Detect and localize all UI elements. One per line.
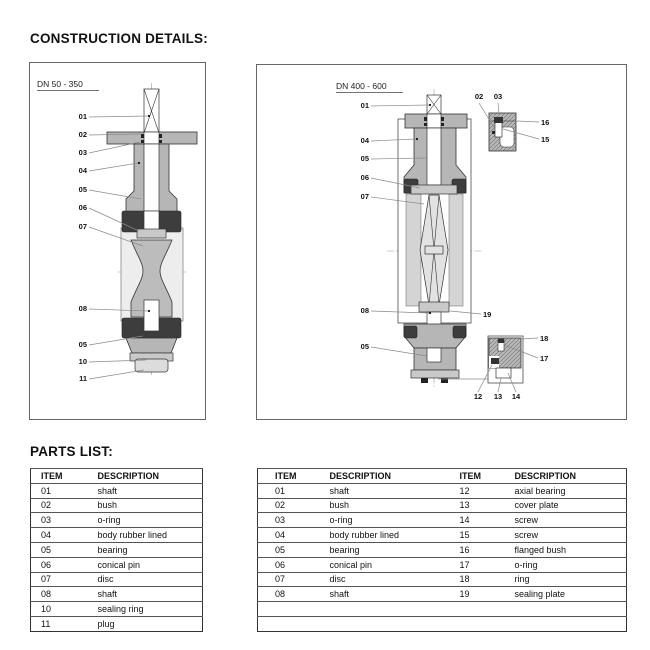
dn400-600-drawing: [257, 65, 626, 419]
item-cell: 15: [443, 528, 498, 543]
callout-label: 05: [360, 342, 369, 351]
diagram-dn400-600: [256, 64, 627, 420]
callout-label: 13: [493, 392, 503, 401]
callout-label: 06: [78, 203, 87, 212]
item-cell: 03: [258, 513, 313, 528]
description-cell: shaft: [88, 587, 203, 602]
description-cell: o-ring: [313, 513, 443, 528]
cover-plate-13: [496, 368, 511, 378]
description-cell: [313, 602, 443, 617]
callout-label: 19: [483, 310, 492, 319]
description-cell: screw: [498, 513, 627, 528]
item-cell: [258, 602, 313, 617]
description-cell: screw: [498, 528, 627, 543]
table-row: [31, 542, 203, 557]
description-cell: [313, 616, 443, 631]
conical-pin-06: [137, 229, 166, 238]
description-cell: flanged bush: [498, 542, 627, 557]
item-cell: 02: [31, 498, 88, 513]
column-header-description: DESCRIPTION: [313, 469, 443, 484]
callout-label: 03: [78, 148, 87, 157]
item-cell: 08: [258, 587, 313, 602]
callout-label: 10: [78, 357, 87, 366]
description-cell: shaft: [88, 483, 203, 498]
dn-range-label: DN 50 - 350: [37, 79, 83, 89]
callout-label: 16: [541, 118, 550, 127]
item-cell: 18: [443, 572, 498, 587]
description-cell: cover plate: [498, 498, 627, 513]
description-cell: [498, 602, 627, 617]
item-cell: 08: [31, 587, 88, 602]
callout-label: 05: [78, 185, 87, 194]
callout-label: 01: [360, 101, 369, 110]
o-ring-03: [424, 123, 427, 126]
description-cell: disc: [88, 572, 203, 587]
item-cell: 13: [443, 498, 498, 513]
description-cell: body rubber lined: [88, 528, 203, 543]
callout-label: 01: [78, 112, 87, 121]
description-cell: sealing ring: [88, 602, 203, 617]
item-cell: 16: [443, 542, 498, 557]
size-range-label: [37, 79, 99, 91]
dn50-350-drawing: [30, 63, 205, 419]
o-ring-03: [141, 140, 144, 143]
parts-table-dn50-350: [30, 468, 203, 632]
top-flange: [107, 132, 197, 144]
callout-label: 04: [78, 166, 87, 175]
top-detail-inset: [489, 113, 516, 151]
table-row: [258, 513, 627, 528]
body-wall: [406, 194, 421, 306]
table-row: [31, 483, 203, 498]
description-cell: bush: [88, 498, 203, 513]
callout-label: 12: [473, 392, 483, 401]
top-flange: [405, 114, 467, 128]
item-cell: 10: [31, 602, 88, 617]
parts-table-dn400-600: [257, 468, 627, 632]
item-cell: 04: [31, 528, 88, 543]
description-cell: bearing: [313, 542, 443, 557]
table-row: [258, 572, 627, 587]
table-row: [31, 513, 203, 528]
table-row: [258, 528, 627, 543]
description-cell: ring: [498, 572, 627, 587]
lower-neck: [126, 338, 177, 353]
item-cell: 06: [31, 557, 88, 572]
body-wall: [449, 194, 463, 306]
bush-02: [141, 134, 144, 138]
item-cell: 14: [443, 513, 498, 528]
description-cell: [498, 616, 627, 631]
table-row: [258, 498, 627, 513]
callout-label: 07: [360, 192, 369, 201]
column-header-description: DESCRIPTION: [498, 469, 627, 484]
column-header-description: DESCRIPTION: [88, 469, 203, 484]
table-row: [31, 528, 203, 543]
table-row: [258, 616, 627, 631]
item-cell: 12: [443, 483, 498, 498]
table-row: [31, 602, 203, 617]
column-header-item: ITEM: [443, 469, 498, 484]
ring-18: [498, 339, 504, 343]
callout-label: 14: [511, 392, 521, 401]
callout-label: 17: [540, 354, 549, 363]
description-cell: sealing plate: [498, 587, 627, 602]
item-cell: [443, 616, 498, 631]
description-cell: plug: [88, 616, 203, 631]
diagram-dn50-350: [29, 62, 206, 420]
callout-label: 08: [78, 304, 87, 313]
flanged-bush-16: [494, 117, 503, 123]
callout-label: 05: [78, 340, 87, 349]
description-cell: axial bearing: [498, 483, 627, 498]
description-cell: bush: [313, 498, 443, 513]
item-cell: 17: [443, 557, 498, 572]
page-title: CONSTRUCTION DETAILS:: [30, 31, 208, 46]
callout-label: 15: [541, 135, 550, 144]
description-cell: body rubber lined: [313, 528, 443, 543]
callout-label: 02: [78, 130, 87, 139]
table-row: [258, 483, 627, 498]
item-cell: 05: [258, 542, 313, 557]
callout-label: 18: [540, 334, 549, 343]
callout-label: 07: [78, 222, 87, 231]
item-cell: 01: [258, 483, 313, 498]
axial-bearing-12: [491, 358, 499, 364]
bush-02: [424, 117, 427, 121]
table-row: [31, 498, 203, 513]
table-row: [258, 557, 627, 572]
description-cell: disc: [313, 572, 443, 587]
table-row: [31, 572, 203, 587]
callout-label: 05: [360, 154, 369, 163]
table-row: [258, 587, 627, 602]
item-cell: 04: [258, 528, 313, 543]
table-row: [31, 616, 203, 631]
item-cell: 03: [31, 513, 88, 528]
column-header-item: ITEM: [31, 469, 88, 484]
callout-label: 03: [493, 92, 503, 101]
table-header-row: [258, 469, 627, 484]
description-cell: conical pin: [88, 557, 203, 572]
item-cell: 19: [443, 587, 498, 602]
size-range-label: [336, 81, 403, 93]
callout-label: 06: [360, 173, 369, 182]
callout-label: 08: [360, 306, 369, 315]
description-cell: conical pin: [313, 557, 443, 572]
table-row: [31, 587, 203, 602]
description-cell: o-ring: [88, 513, 203, 528]
description-cell: bearing: [88, 542, 203, 557]
item-cell: 07: [258, 572, 313, 587]
item-cell: 02: [258, 498, 313, 513]
column-header-item: ITEM: [258, 469, 313, 484]
item-cell: 11: [31, 616, 88, 631]
shaft-channel: [427, 128, 441, 185]
sealing-plate-19: [419, 302, 449, 312]
screw-15: [495, 121, 502, 137]
item-cell: [258, 616, 313, 631]
callout-labels: [79, 112, 88, 383]
shaft-01: [144, 89, 159, 133]
plug-11: [135, 359, 168, 372]
table-header-row: [31, 469, 203, 484]
item-cell: [443, 602, 498, 617]
description-cell: shaft: [313, 483, 443, 498]
dn-range-label: DN 400 - 600: [336, 81, 387, 91]
parts-list-title: PARTS LIST:: [30, 444, 113, 459]
conical-pin-06: [411, 185, 457, 194]
callout-label: 11: [79, 374, 87, 383]
table-row: [31, 557, 203, 572]
description-cell: shaft: [313, 587, 443, 602]
shaft-08: [144, 300, 159, 331]
callout-label: 04: [360, 136, 369, 145]
table-row: [258, 542, 627, 557]
table-row: [258, 602, 627, 617]
description-cell: o-ring: [498, 557, 627, 572]
item-cell: 05: [31, 542, 88, 557]
item-cell: 01: [31, 483, 88, 498]
item-cell: 07: [31, 572, 88, 587]
callout-label: 02: [474, 92, 484, 101]
item-cell: 06: [258, 557, 313, 572]
